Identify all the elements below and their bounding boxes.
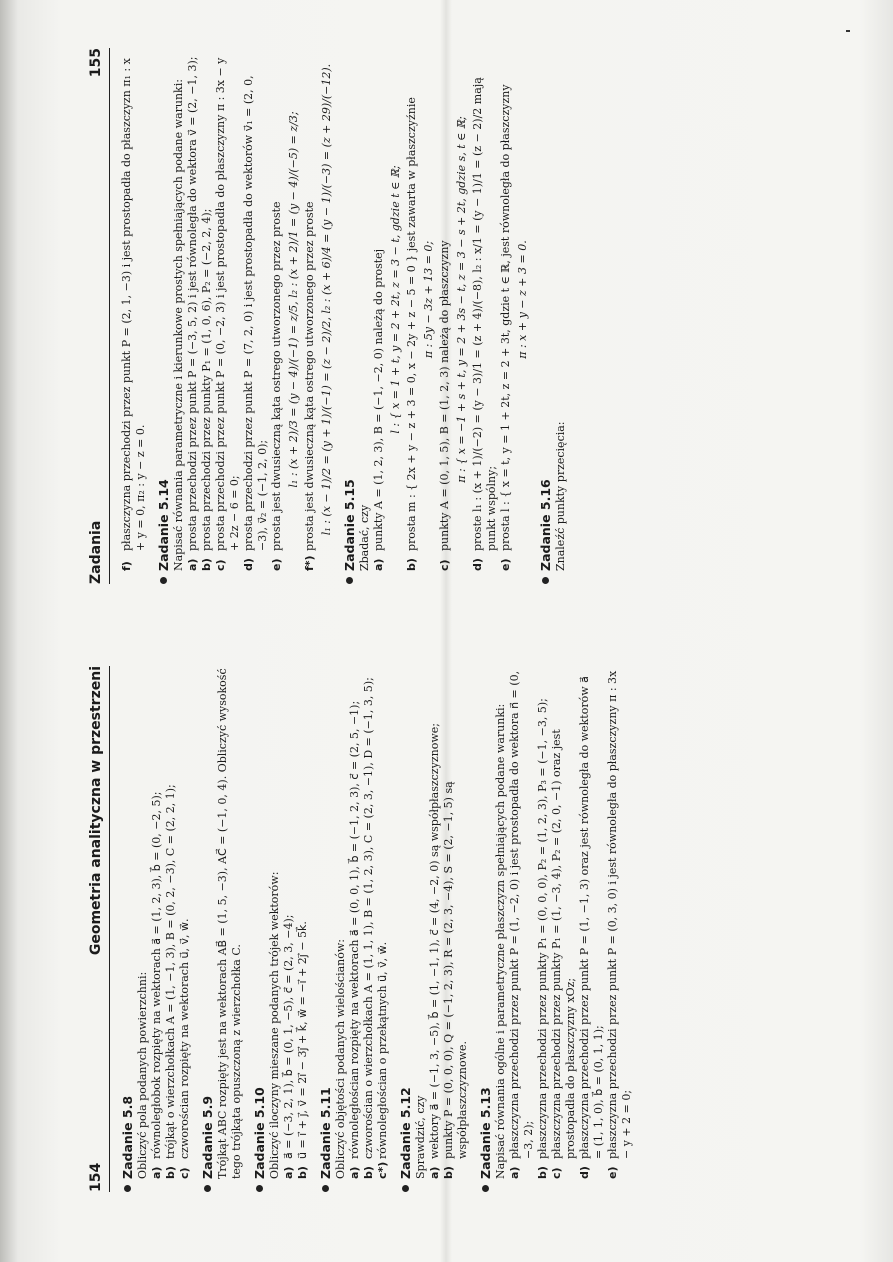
task-item xyxy=(438,48,452,571)
item-text: proste l₁ : (x + 1)/(−2) = (y − 3)/1 = (z + 4)/(−8), l₂ : x/1 = (y − 1)/1 = (z − 2)/2 mają punkt wspólny; xyxy=(471,77,498,551)
item-label: a) xyxy=(186,558,199,571)
item-label: e) xyxy=(606,1166,619,1179)
item-text: płaszczyzna przechodzi przez punkty P₁ = (0, 0, 0), P₂ = (1, 2, 3), P₃ = (−1, −3, 5); xyxy=(536,698,549,1159)
task-item xyxy=(362,666,376,1179)
task-intro: Obliczyć iloczyny mieszane podanych trójek wektorów: xyxy=(268,871,281,1179)
item-label: d) xyxy=(242,558,255,571)
item-text: płaszczyzna przechodzi przez punkt P = (2, 1, −3) i jest prostopadła do płaszczyzn π₁ : x + y = 0, π₂ : y − z = 0. xyxy=(120,58,147,551)
task-item xyxy=(508,666,536,1179)
task-intro: Zbadać, czy xyxy=(358,504,371,571)
continued-items xyxy=(120,48,148,584)
item-label: f*) xyxy=(303,555,316,571)
item-label: c) xyxy=(214,559,227,571)
item-text: wektory a⃗ = (−1, 3, −5), b⃗ = (1, −1, 1), c⃗ = (4, −2, 0) są współpłaszczyznowe; xyxy=(428,723,441,1159)
page-number: 154 xyxy=(88,1162,104,1192)
left-page xyxy=(0,632,893,1262)
task-item xyxy=(376,666,390,1179)
item-label: b) xyxy=(405,558,418,571)
item-label: c) xyxy=(178,1167,191,1179)
task-block xyxy=(342,48,530,584)
task-item xyxy=(606,666,634,1179)
item-text: prosta przechodzi przez punkt P = (0, −2, 3) i jest prostopadła do płaszczyzny π : 3x − y + 2z − 6 = 0; xyxy=(214,57,241,551)
right-task-list xyxy=(156,48,568,584)
item-text: czworościan rozpięty na wektorach u⃗, v⃗, w⃗. xyxy=(178,918,191,1159)
item-label: d) xyxy=(471,558,484,571)
task-title-text: Zadanie 5.14 xyxy=(156,479,171,571)
item-formula: l : { x = 1 + t, y = 2 + 2t, z = 3 − t, gdzie t ∈ ℝ; xyxy=(389,165,402,434)
task-item xyxy=(242,48,270,571)
item-label: e) xyxy=(499,558,512,571)
running-head: Zadania xyxy=(88,520,104,584)
item-formula: π : x + y − z + 3 = 0. xyxy=(516,240,529,359)
left-page-header xyxy=(88,666,110,1192)
item-text: czworościan o wierzchołkach A = (1, 1, 1), B = (1, 2, 3), C = (2, 3, −1), D = (−1, 3, 5); xyxy=(362,677,375,1159)
task-title xyxy=(342,48,358,584)
task-intro: Napisać równania ogólne i parametryczne płaszczyzn spełniających podane warunki: xyxy=(494,703,507,1179)
task-title-text: Zadanie 5.8 xyxy=(120,1095,135,1179)
item-label: a) xyxy=(282,1166,295,1179)
task-item xyxy=(150,666,164,1179)
item-text: u⃗ = i⃗ + j⃗, v⃗ = 2i⃗ − 3j⃗ + k⃗, w⃗ = −i⃗ + 2j⃗ − 5k⃗. xyxy=(296,921,309,1159)
item-label: e) xyxy=(270,558,283,571)
task-item xyxy=(120,48,148,571)
task-item xyxy=(164,666,178,1179)
task-item xyxy=(405,48,419,571)
item-label: c) xyxy=(550,1167,563,1179)
item-text: prosta jest dwusieczną kąta ostrego utworzonego przez proste xyxy=(270,201,283,551)
task-block xyxy=(200,666,244,1192)
task-block xyxy=(120,666,192,1192)
page-number: 155 xyxy=(88,48,104,78)
item-text: a⃗ = (−3, 2, 1), b⃗ = (0, 1, −5), c⃗ = (2, 3, −4); xyxy=(282,914,295,1159)
task-block xyxy=(538,48,568,584)
task-item xyxy=(428,666,442,1179)
task-title xyxy=(538,48,554,584)
task-intro: Obliczyć pola podanych powierzchni: xyxy=(136,971,149,1179)
task-title-text: Zadanie 5.16 xyxy=(538,479,553,571)
task-item xyxy=(303,48,317,571)
task-item xyxy=(270,48,284,571)
item-formula: π : { x = −1 + s + t, y = 2 + 3s − t, z = 3 − s + 2t, gdzie s, t ∈ ℝ; xyxy=(455,116,468,483)
task-title-text: Zadanie 5.10 xyxy=(252,1087,267,1179)
item-label: b) xyxy=(442,1166,455,1179)
task-intro: Trójkąt ABC rozpięty jest na wektorach AB⃗ = (1, 5, −3), AC⃗ = (−1, 0, 4). Obliczyć wysokość tego trójkąta opuszczoną z wierzchołka C. xyxy=(216,668,243,1179)
task-item xyxy=(282,666,296,1179)
task-item xyxy=(499,48,513,571)
task-intro: Obliczyć objętości podanych wielościanów: xyxy=(334,939,347,1179)
task-title-text: Zadanie 5.11 xyxy=(318,1087,333,1179)
task-title-text: Zadanie 5.13 xyxy=(478,1087,493,1179)
task-title xyxy=(156,48,172,584)
task-title-text: Zadanie 5.9 xyxy=(200,1095,215,1179)
item-text: płaszczyzna przechodzi przez punkty P₁ = (1, −3, 4), P₂ = (2, 0, −1) oraz jest prostopadła do płaszczyzny xOz; xyxy=(550,729,577,1159)
item-text: punkty A = (1, 2, 3), B = (−1, −2, 0) należą do prostej xyxy=(372,248,385,551)
task-intro: Znaleźć punkty przecięcia: xyxy=(554,421,567,571)
bullet-icon xyxy=(542,577,549,584)
bullet-icon xyxy=(124,1185,131,1192)
item-label: a) xyxy=(508,1166,521,1179)
task-item xyxy=(372,48,386,571)
item-text: równoległościan o przekątnych u⃗, v⃗, w⃗. xyxy=(376,941,389,1159)
item-label: b) xyxy=(200,558,213,571)
item-label: b) xyxy=(536,1166,549,1179)
task-title xyxy=(252,666,268,1192)
task-block xyxy=(318,666,390,1192)
bullet-icon xyxy=(482,1185,489,1192)
item-label: d) xyxy=(578,1166,591,1179)
task-intro: Sprawdzić, czy xyxy=(414,1095,427,1179)
item-text: trójkąt o wierzchołkach A = (1, −1, 3), B = (0, 2, −3), C = (2, 2, 1); xyxy=(164,784,177,1159)
running-head: Geometria analityczna w przestrzeni xyxy=(88,666,104,956)
item-text: prosta l : { x = t, y = 1 + 2t, z = 2 + 3t, gdzie t ∈ ℝ, jest równoległa do płaszczyzny xyxy=(499,84,512,551)
bullet-icon xyxy=(322,1185,329,1192)
task-item xyxy=(550,666,578,1179)
item-text: równoległobok rozpięty na wektorach a⃗ = (1, 2, 3), b⃗ = (0, −2, 5); xyxy=(150,791,163,1159)
item-label: b) xyxy=(164,1166,177,1179)
item-label: a) xyxy=(150,1166,163,1179)
bullet-icon xyxy=(402,1185,409,1192)
task-item xyxy=(186,48,200,571)
task-item xyxy=(348,666,362,1179)
task-item xyxy=(214,48,242,571)
item-formula: π : 5y − 3z + 13 = 0; xyxy=(422,240,435,359)
task-item xyxy=(178,666,192,1179)
item-text: płaszczyzna przechodzi przez punkt P = (1, −1, 3) oraz jest równoległa do wektorów a⃗ = (1, 1, 0), b⃗ = (0, 1, 1); xyxy=(578,676,605,1159)
item-text: punkty A = (0, 1, 5), B = (1, 2, 3) należą do płaszczyzny xyxy=(438,240,451,551)
task-block xyxy=(156,48,334,584)
task-item xyxy=(296,666,310,1179)
task-title-text: Zadanie 5.12 xyxy=(398,1087,413,1179)
task-item xyxy=(200,48,214,571)
item-text: prosta m : { 2x + y − z + 3 = 0, x − 2y + z − 5 = 0 } jest zawarta w płaszczyźnie xyxy=(405,97,418,551)
item-text: punkty P = (0, 0, 0), Q = (−1, 2, 3), R = (2, 3, −4), S = (2, −1, 5) są współpłaszczyznowe. xyxy=(442,781,469,1159)
task-block xyxy=(252,666,310,1192)
task-title-text: Zadanie 5.15 xyxy=(342,479,357,571)
task-item xyxy=(536,666,550,1179)
item-text: płaszczyzna przechodzi przez punkt P = (1, −2, 0) i jest prostopadła do wektora n⃗ = (0, −3, 2); xyxy=(508,670,535,1159)
item-text: prosta przechodzi przez punkt P = (7, 2, 0) i jest prostopadła do wektorów v⃗₁ = (2, 0, −3), v⃗₂ = (−1, 2, 0); xyxy=(242,75,269,551)
item-text: równoległościan rozpięty na wektorach a⃗ = (0, 0, 1), b⃗ = (−1, 2, 3), c⃗ = (2, 5, −1); xyxy=(348,700,361,1159)
item-label: f) xyxy=(120,561,133,571)
item-text: prosta jest dwusieczną kąta ostrego utworzonego przez proste xyxy=(303,201,316,551)
left-task-list xyxy=(120,666,634,1192)
task-item xyxy=(442,666,470,1179)
task-title xyxy=(478,666,494,1192)
item-label: a) xyxy=(348,1166,361,1179)
item-text: prosta przechodzi przez punkt P = (−3, 5, 2) i jest równoległa do wektora v⃗ = (2, −1, 3); xyxy=(186,56,199,551)
item-text: płaszczyzna przechodzi przez punkt P = (0, 3, 0) i jest równoległa do płaszczyzny π : 3x − y + 2 = 0; xyxy=(606,670,633,1159)
item-formula: l₁ : (x + 2)/3 = (y − 4)/(−1) = z/5, l₂ : (x + 2)/1 = (y − 4)/(−5) = z/3; xyxy=(287,111,300,488)
task-title xyxy=(120,666,136,1192)
right-page-header xyxy=(88,48,110,584)
item-label: c*) xyxy=(376,1161,389,1179)
bullet-icon xyxy=(346,577,353,584)
item-label: c) xyxy=(438,559,451,571)
item-label: a) xyxy=(428,1166,441,1179)
item-label: a) xyxy=(372,558,385,571)
task-title xyxy=(200,666,216,1192)
task-block xyxy=(398,666,470,1192)
task-item xyxy=(471,48,499,571)
task-title xyxy=(318,666,334,1192)
task-item xyxy=(578,666,606,1179)
task-title xyxy=(398,666,414,1192)
item-text: prosta przechodzi przez punkty P₁ = (1, 0, 6), P₂ = (−2, 2, 4); xyxy=(200,208,213,551)
bullet-icon xyxy=(160,577,167,584)
bullet-icon xyxy=(256,1185,263,1192)
bullet-icon xyxy=(204,1185,211,1192)
item-formula: l₁ : (x − 1)/2 = (y + 1)/(−1) = (z − 2)/2, l₂ : (x + 6)/4 = (y − 1)/(−3) = (z + 29)/(−12). xyxy=(320,63,333,536)
item-label: b) xyxy=(296,1166,309,1179)
item-label: b) xyxy=(362,1166,375,1179)
task-intro: Napisać równania parametryczne i kierunkowe prostych spełniających podane warunki: xyxy=(172,79,185,571)
task-block xyxy=(478,666,634,1192)
